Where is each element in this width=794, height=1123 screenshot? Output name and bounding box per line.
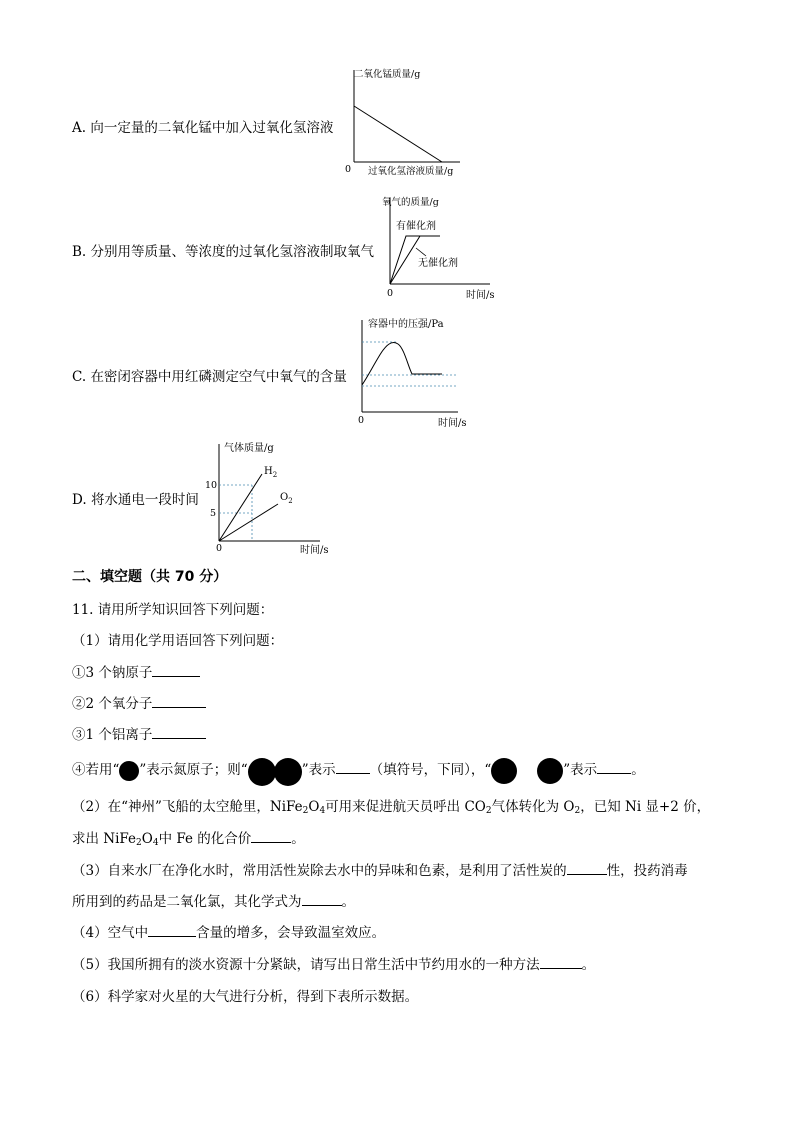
chart-a-origin: 0: [345, 164, 352, 175]
q11-p4-text-b: 含量的增多，会导致温室效应。: [196, 925, 386, 941]
q11-item4-a: ④若用“: [72, 762, 120, 778]
q11-part5-blank[interactable]: [540, 954, 582, 969]
q11-part5: [72, 953, 595, 973]
q11-p2-sub-h: 2: [574, 806, 581, 816]
option-a-label: A.: [72, 120, 87, 136]
option-b-text: 分别用等质量、等浓度的过氧化氢溶液制取氧气: [90, 244, 375, 260]
chart-c-origin: 0: [358, 415, 365, 426]
chart-d-xlabel: 时间/s: [300, 545, 329, 556]
section-title: 二、填空题（共 70 分）: [72, 569, 228, 585]
q11-p2-text-a: （2）在“神州”飞船的太空舱里，NiFe: [72, 799, 303, 815]
q11-part4: [72, 921, 385, 941]
q11-p2-text-l: O: [141, 831, 153, 847]
q11-item4-blank2[interactable]: [597, 759, 631, 774]
q11-p2-sub-k: 2: [136, 838, 142, 848]
q11-part3-blank1[interactable]: [567, 860, 607, 875]
option-d-text: 将水通电一段时间: [90, 492, 199, 508]
q11-p4-text-a: （4）空气中: [72, 925, 149, 941]
chart-b-catalyst-label: 有催化剂: [396, 221, 436, 232]
chart-b-no-catalyst-label: 无催化剂: [418, 258, 458, 269]
q11-p2-sub-b: 2: [302, 806, 309, 816]
chart-c-xlabel: 时间/s: [438, 418, 467, 429]
q11-item4: [72, 756, 645, 784]
nitrogen-molecule-icon: [248, 758, 302, 784]
q11-part6: （6）科学家对火星的大气进行分析，得到下表所示数据。: [72, 989, 419, 1005]
q11-item4-blank1[interactable]: [336, 759, 370, 774]
chart-d-o2-label: $O_2$: [280, 492, 293, 505]
q11-part2-blank[interactable]: [251, 828, 291, 843]
q11-p3-text-a: （3）自来水厂在净化水时，常用活性炭除去水中的异味和色素，是利用了活性炭的: [72, 863, 567, 879]
chart-a-series-line: [354, 106, 442, 162]
nitrogen-atom-icon: [119, 761, 139, 781]
chart-d-h2-label: $H_2$: [264, 466, 278, 479]
q11-item3-text: ③1 个铝离子: [72, 727, 153, 743]
chart-d-o2-line: [219, 504, 278, 541]
q11-item4-f: 。: [631, 762, 645, 778]
chart-c: [354, 316, 484, 430]
option-d: [72, 488, 199, 508]
q11-item1: [72, 661, 200, 681]
q11-p2-text-g: 气体转化为 O: [491, 799, 575, 815]
nitrogen-atom-icon-left: [491, 758, 517, 784]
q11-item3: [72, 723, 206, 743]
q11-p2-text-e: 可用来促进航天员呼出 CO: [325, 799, 486, 815]
chart-a-xlabel: 过氧化氢溶液质量/g: [368, 166, 454, 177]
q11-part4-blank[interactable]: [148, 922, 196, 937]
chart-a-ylabel: 二氧化锰质量/g: [354, 69, 421, 80]
option-a: [72, 116, 333, 136]
option-c-label: C.: [72, 369, 87, 385]
q11-p2-sub-f: 2: [485, 806, 492, 816]
q11-item2-text: ②2 个氧分子: [72, 696, 153, 712]
chart-d-ylabel: 气体质量/g: [224, 443, 274, 454]
q11-p2-sub-m: 4: [152, 838, 159, 848]
chart-d: [200, 438, 350, 558]
q11-part2-line1: [72, 795, 710, 815]
chart-c-pressure-curve: [362, 343, 442, 385]
q11-p3-text-b: 性，投药消毒: [606, 863, 688, 879]
option-c-text: 在密闭容器中用红磷测定空气中氧气的含量: [90, 369, 347, 385]
option-b: [72, 240, 374, 260]
q11-p2-text-n: 中 Fe 的化合价: [158, 831, 252, 847]
nitrogen-atom-icon-right: [537, 758, 563, 784]
q11-p3-text-c: 所用到的药品是二氧化氯，其化学式为: [72, 894, 302, 910]
q11-item2-blank[interactable]: [152, 693, 206, 708]
option-a-text: 向一定量的二氧化锰中加入过氧化氢溶液: [90, 120, 334, 136]
q11-stem: 11. 请用所学知识回答下列问题：: [72, 602, 274, 618]
chart-d-h2-line: [219, 474, 262, 541]
chart-b-leader: [416, 248, 426, 256]
q11-p2-text-o: 。: [291, 831, 305, 847]
chart-d-origin: 0: [216, 543, 223, 554]
q11-p2-text-j: 求出 NiFe: [72, 831, 137, 847]
option-b-label: B.: [72, 244, 87, 260]
chart-b-ylabel: 氧气的质量/g: [382, 197, 439, 208]
chart-a: [340, 64, 480, 180]
chart-b: [380, 192, 510, 304]
chart-c-ylabel: 容器中的压强/Pa: [368, 319, 444, 330]
q11-p5-text-b: 。: [581, 957, 596, 973]
q11-part3-line1: [72, 859, 688, 879]
q11-p2-text-i: ，已知 Ni 显+2 价，: [580, 799, 711, 815]
chart-b-xlabel: 时间/s: [466, 290, 495, 301]
option-c: [72, 365, 347, 385]
q11-p3-text-d: 。: [341, 894, 355, 910]
q11-item4-d: （填符号，下同），“: [369, 762, 492, 778]
q11-item3-blank[interactable]: [152, 724, 206, 739]
q11-p2-text-c: O: [308, 799, 320, 815]
chart-b-origin: 0: [387, 288, 394, 299]
q11-p2-sub-d: 4: [319, 806, 326, 816]
chart-d-tick-5: 5: [210, 508, 217, 519]
q11-part2-line2: [72, 827, 305, 847]
chart-d-tick-10: 10: [205, 480, 218, 491]
q11-item1-blank[interactable]: [152, 662, 200, 677]
q11-item4-b: ”表示氮原子；则“: [139, 762, 248, 778]
q11-item2: [72, 692, 206, 712]
q11-item1-text: ①3 个钠原子: [72, 665, 153, 681]
q11-p5-text-a: （5）我国所拥有的淡水资源十分紧缺，请写出日常生活中节约用水的一种方法: [72, 957, 540, 973]
option-d-label: D.: [72, 492, 87, 508]
q11-part1: （1）请用化学用语回答下列问题：: [72, 633, 284, 649]
q11-item4-e: ”表示: [563, 762, 598, 778]
q11-item4-c: ”表示: [301, 762, 336, 778]
q11-part3-blank2[interactable]: [302, 891, 342, 906]
q11-part3-line2: [72, 890, 355, 910]
